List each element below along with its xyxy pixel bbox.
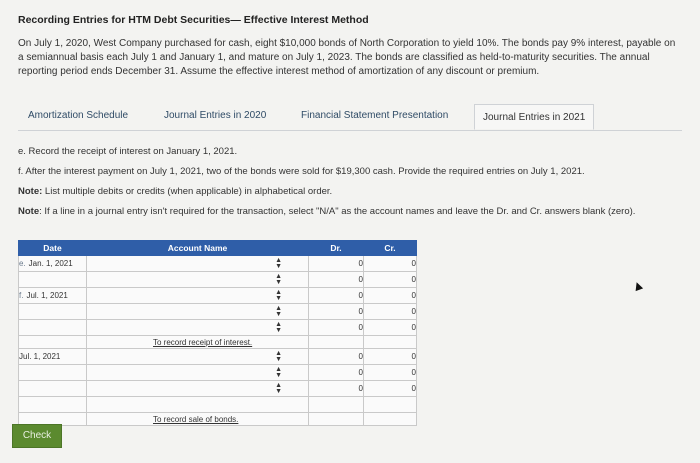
select-arrows-icon: ▲ ▼ (275, 288, 282, 302)
entry-letter: e. (19, 259, 26, 268)
tab-journal-entries-2020[interactable]: Journal Entries in 2020 (164, 110, 267, 121)
check-button[interactable]: Check (12, 424, 62, 448)
memo-cell (87, 336, 309, 349)
debit-header: Dr. (309, 241, 364, 256)
select-arrows-icon: ▲ ▼ (275, 365, 282, 379)
debit-input[interactable]: 0 (309, 304, 364, 320)
debit-input[interactable]: 0 (309, 349, 364, 365)
table-row (19, 349, 417, 365)
select-arrows-icon: ▲ ▼ (275, 320, 282, 334)
date-value: Jan. 1, 2021 (28, 259, 73, 268)
date-cell[interactable] (19, 256, 87, 272)
tab-amortization-schedule[interactable]: Amortization Schedule (28, 110, 129, 121)
mouse-cursor-icon (633, 281, 643, 291)
select-arrows-icon: ▲ ▼ (275, 381, 282, 395)
select-arrows-icon: ▲ ▼ (275, 272, 282, 286)
date-value: Jul. 1, 2021 (19, 352, 61, 361)
table-row (19, 288, 417, 304)
credit-input[interactable]: 0 (364, 304, 417, 320)
account-select[interactable] (87, 365, 309, 381)
table-row (19, 256, 417, 272)
table-header-row (19, 241, 417, 256)
debit-input[interactable]: 0 (309, 272, 364, 288)
note-text: : If a line in a journal entry isn't required for the transaction, select "N/A" as the account names and leave the Dr. and Cr. answers blank (zero). (39, 206, 636, 217)
page-title: Recording Entries for HTM Debt Securities— Effective Interest Method (18, 14, 369, 26)
tab-journal-entries-2021[interactable]: Journal Entries in 2021 (474, 104, 594, 130)
date-cell[interactable] (19, 304, 87, 320)
note-text: List multiple debits or credits (when applicable) in alphabetical order. (42, 186, 333, 197)
credit-input[interactable]: 0 (364, 320, 417, 336)
memo-receipt-of-interest: To record receipt of interest. (153, 337, 253, 347)
date-cell[interactable] (19, 381, 87, 397)
debit-input[interactable]: 0 (309, 381, 364, 397)
instruction-f: f. After the interest payment on July 1, 2021, two of the bonds were sold for $19,300 cash. Provide the required entries on July 1, 2021. (18, 166, 585, 177)
empty-cell (364, 336, 417, 349)
account-name-header: Account Name (87, 241, 309, 256)
credit-input[interactable]: 0 (364, 381, 417, 397)
account-select[interactable] (87, 288, 309, 304)
empty-cell (19, 336, 87, 349)
note-label: Note: (18, 186, 43, 197)
empty-cell (364, 413, 417, 426)
instruction-e: e. Record the receipt of interest on January 1, 2021. (18, 146, 238, 157)
empty-cell (364, 397, 417, 413)
debit-input[interactable]: 0 (309, 365, 364, 381)
date-header: Date (19, 241, 87, 256)
debit-input[interactable]: 0 (309, 256, 364, 272)
debit-input[interactable]: 0 (309, 320, 364, 336)
date-cell[interactable] (19, 288, 87, 304)
date-cell[interactable] (19, 397, 87, 413)
empty-cell (309, 397, 364, 413)
table-row (19, 272, 417, 288)
account-select[interactable] (87, 320, 309, 336)
credit-input[interactable]: 0 (364, 365, 417, 381)
tab-financial-statement-presentation[interactable]: Financial Statement Presentation (301, 110, 449, 121)
credit-input[interactable]: 0 (364, 349, 417, 365)
journal-entry-table (18, 240, 417, 426)
credit-input[interactable]: 0 (364, 272, 417, 288)
date-cell[interactable] (19, 272, 87, 288)
memo-sale-of-bonds: To record sale of bonds. (153, 414, 239, 424)
table-row (19, 304, 417, 320)
tab-bar (18, 104, 682, 131)
note-na (18, 205, 682, 218)
select-arrows-icon: ▲ ▼ (275, 349, 282, 363)
entry-letter: f. (19, 291, 24, 300)
table-row (19, 365, 417, 381)
credit-input[interactable]: 0 (364, 256, 417, 272)
date-value: Jul. 1, 2021 (26, 291, 68, 300)
note-label: Note (18, 206, 40, 217)
table-row (19, 320, 417, 336)
empty-cell (309, 413, 364, 426)
empty-cell (309, 336, 364, 349)
table-row (19, 397, 417, 413)
account-select[interactable] (87, 272, 309, 288)
date-cell[interactable] (19, 320, 87, 336)
account-select[interactable] (87, 256, 309, 272)
date-cell[interactable] (19, 365, 87, 381)
select-arrows-icon: ▲ ▼ (275, 256, 282, 270)
table-row (19, 381, 417, 397)
account-select[interactable] (87, 381, 309, 397)
account-select[interactable] (87, 397, 309, 413)
select-arrows-icon: ▲ ▼ (275, 304, 282, 318)
table-row (19, 336, 417, 349)
table-row (19, 413, 417, 426)
date-cell[interactable] (19, 349, 87, 365)
problem-description: On July 1, 2020, West Company purchased for cash, eight $10,000 bonds of North Corporation to yield 10%. The bonds pay 9% interest, payable on a semiannual basis each July 1 and January 1, and mature on July 1, 2023. The bonds are classified as held-to-maturity securities. The annual reporting period ends December 31. Assume the effective interest method of amortization of any discount or premium. (18, 38, 676, 77)
memo-cell (87, 413, 309, 426)
account-select[interactable] (87, 304, 309, 320)
credit-input[interactable]: 0 (364, 288, 417, 304)
account-select[interactable] (87, 349, 309, 365)
credit-header: Cr. (364, 241, 417, 256)
debit-input[interactable]: 0 (309, 288, 364, 304)
note-alphabetical (18, 185, 332, 198)
